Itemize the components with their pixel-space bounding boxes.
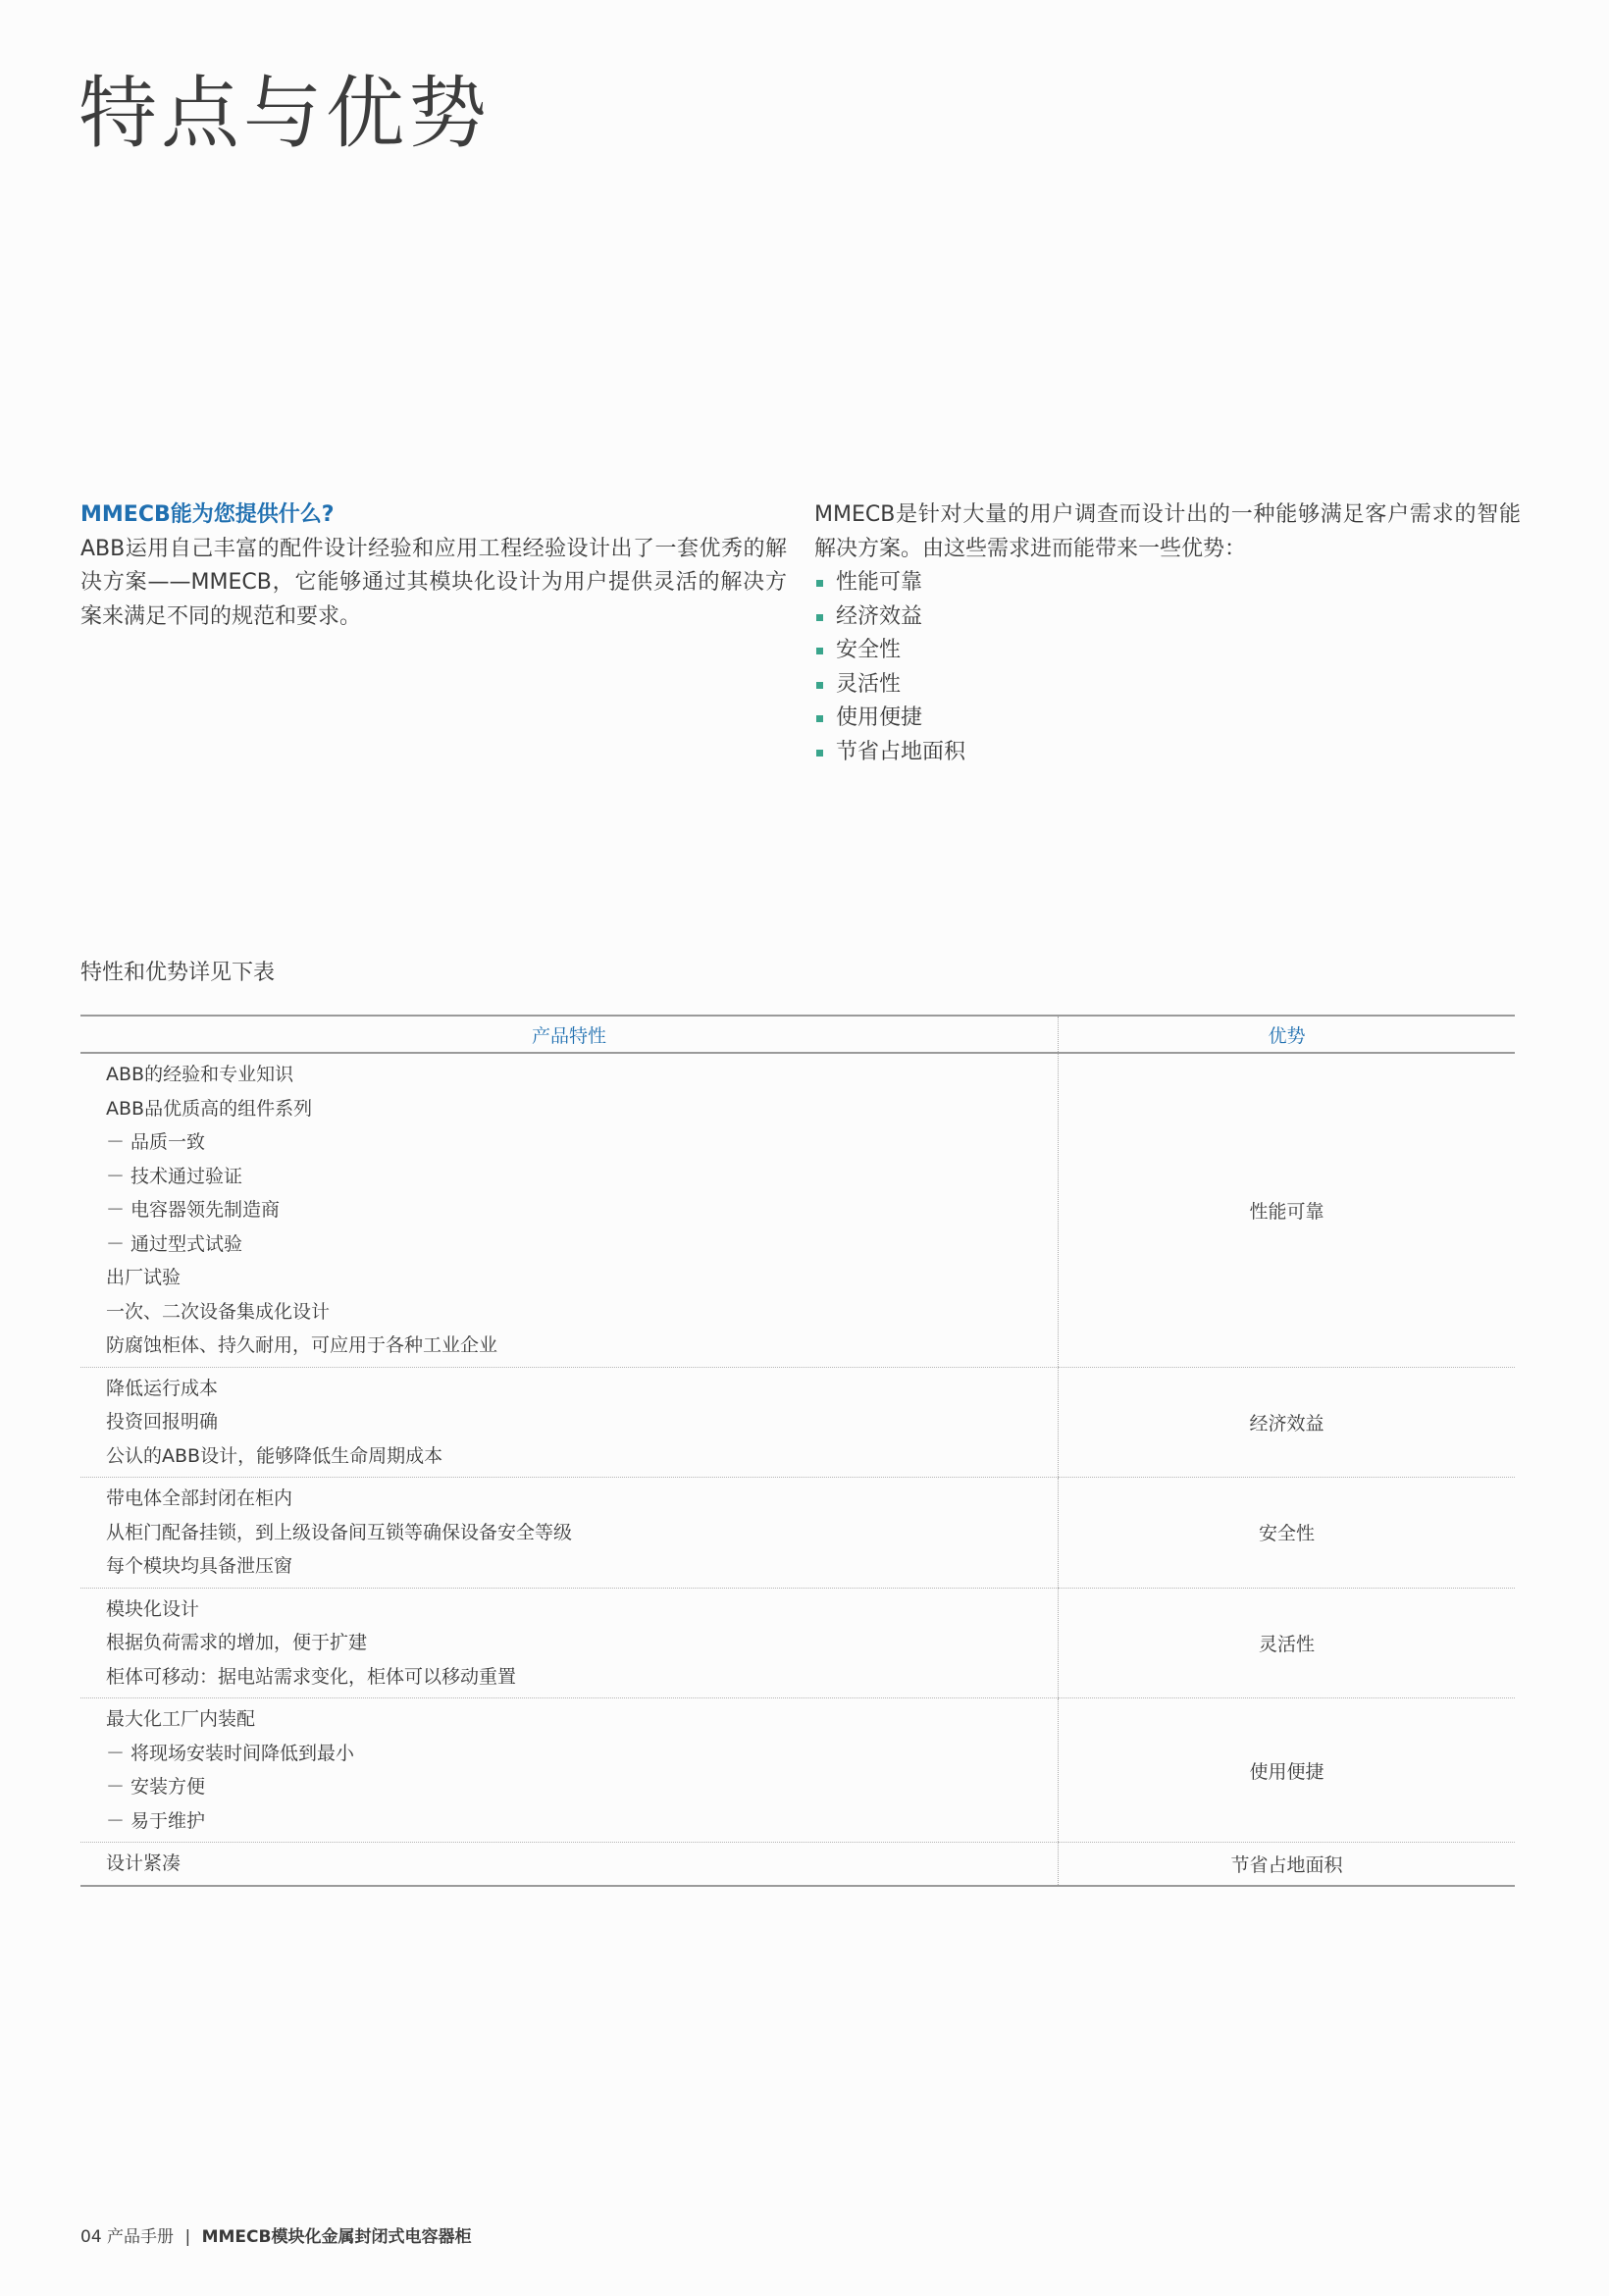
feature-item: 投资回报明确 xyxy=(106,1411,219,1433)
list-item xyxy=(814,600,1521,635)
list-item xyxy=(814,668,1521,703)
feature-item: － 易于维护 xyxy=(106,1809,206,1832)
header-advantages: 优势 xyxy=(1059,1016,1516,1053)
list-item xyxy=(814,566,1521,600)
feature-item: 设计紧凑 xyxy=(106,1852,182,1874)
feature-cell xyxy=(80,1698,1059,1843)
feature-item: 根据负荷需求的增加，便于扩建 xyxy=(106,1632,368,1653)
table-row xyxy=(80,1053,1515,1367)
feature-cell xyxy=(80,1588,1059,1698)
list-item-label: 灵活性 xyxy=(836,671,902,697)
list-item xyxy=(814,736,1521,770)
intro-right-column xyxy=(814,498,1521,769)
footer-section: 产品手册 xyxy=(107,2227,175,2247)
feature-item: 从柜门配备挂锁，到上级设备间互锁等确保设备安全等级 xyxy=(106,1521,573,1543)
square-bullet-icon xyxy=(816,750,823,757)
list-item xyxy=(814,702,1521,736)
table-row xyxy=(80,1367,1515,1478)
header-features: 产品特性 xyxy=(80,1016,1059,1053)
needs-paragraph: MMECB是针对大量的用户调查而设计出的一种能够满足客户需求的智能解决方案。由这些需求进而能带来一些优势： xyxy=(814,502,1521,561)
table-caption: 特性和优势详见下表 xyxy=(80,961,276,985)
list-item-label: 节省占地面积 xyxy=(836,739,966,764)
page-footer xyxy=(80,2222,471,2247)
intro-left-column xyxy=(80,498,787,634)
square-bullet-icon xyxy=(816,715,823,722)
advantage-cell: 经济效益 xyxy=(1059,1367,1516,1478)
feature-item: ABB品优质高的组件系列 xyxy=(106,1097,313,1120)
square-bullet-icon xyxy=(816,682,823,689)
feature-item: 防腐蚀柜体、持久耐用，可应用于各种工业企业 xyxy=(106,1334,498,1356)
feature-item: 一次、二次设备集成化设计 xyxy=(106,1300,331,1323)
feature-item: － 技术通过验证 xyxy=(106,1165,243,1187)
page-number: 04 xyxy=(80,2227,102,2247)
table-row xyxy=(80,1843,1515,1886)
feature-item: 降低运行成本 xyxy=(106,1377,219,1399)
feature-item: 出厂试验 xyxy=(106,1267,182,1288)
page-title: 特点与优势 xyxy=(78,68,491,159)
list-item-label: 使用便捷 xyxy=(836,705,923,730)
advantage-cell: 安全性 xyxy=(1059,1478,1516,1589)
square-bullet-icon xyxy=(816,580,823,587)
feature-item: 模块化设计 xyxy=(106,1597,200,1620)
advantage-cell: 性能可靠 xyxy=(1059,1053,1516,1367)
intro-paragraph: ABB运用自己丰富的配件设计经验和应用工程经验设计出了一套优秀的解决方案——MMECB，它能够通过其模块化设计为用户提供灵活的解决方案来满足不同的规范和要求。 xyxy=(80,536,787,629)
feature-cell xyxy=(80,1367,1059,1478)
footer-separator: | xyxy=(184,2227,191,2247)
question-heading: MMECB能为您提供什么? xyxy=(80,502,335,527)
feature-item: 公认的ABB设计，能够降低生命周期成本 xyxy=(106,1444,443,1467)
table-row xyxy=(80,1588,1515,1698)
table-row xyxy=(80,1478,1515,1589)
footer-document-title: MMECB模块化金属封闭式电容器柜 xyxy=(201,2227,472,2247)
feature-item: － 安装方便 xyxy=(106,1776,206,1798)
list-item-label: 经济效益 xyxy=(836,603,923,629)
features-table xyxy=(80,1015,1515,1887)
advantage-cell: 节省占地面积 xyxy=(1059,1843,1516,1886)
feature-cell xyxy=(80,1053,1059,1367)
list-item-label: 性能可靠 xyxy=(836,570,923,595)
feature-item: － 电容器领先制造商 xyxy=(106,1199,281,1221)
advantage-cell: 灵活性 xyxy=(1059,1588,1516,1698)
feature-cell xyxy=(80,1478,1059,1589)
feature-item: 带电体全部封闭在柜内 xyxy=(106,1487,293,1509)
square-bullet-icon xyxy=(816,614,823,621)
feature-item: ABB的经验和专业知识 xyxy=(106,1064,294,1085)
feature-item: － 将现场安装时间降低到最小 xyxy=(106,1742,355,1764)
table-header-row xyxy=(80,1016,1515,1053)
feature-cell xyxy=(80,1843,1059,1886)
feature-item: 每个模块均具备泄压窗 xyxy=(106,1555,293,1577)
table-row xyxy=(80,1698,1515,1843)
feature-item: － 品质一致 xyxy=(106,1131,206,1153)
feature-item: － 通过型式试验 xyxy=(106,1232,243,1255)
list-item-label: 安全性 xyxy=(836,638,902,662)
square-bullet-icon xyxy=(816,648,823,654)
list-item xyxy=(814,634,1521,668)
advantage-cell: 使用便捷 xyxy=(1059,1698,1516,1843)
feature-item: 柜体可移动：据电站需求变化，柜体可以移动重置 xyxy=(106,1665,517,1688)
advantage-list xyxy=(814,566,1521,769)
feature-item: 最大化工厂内装配 xyxy=(106,1708,256,1730)
